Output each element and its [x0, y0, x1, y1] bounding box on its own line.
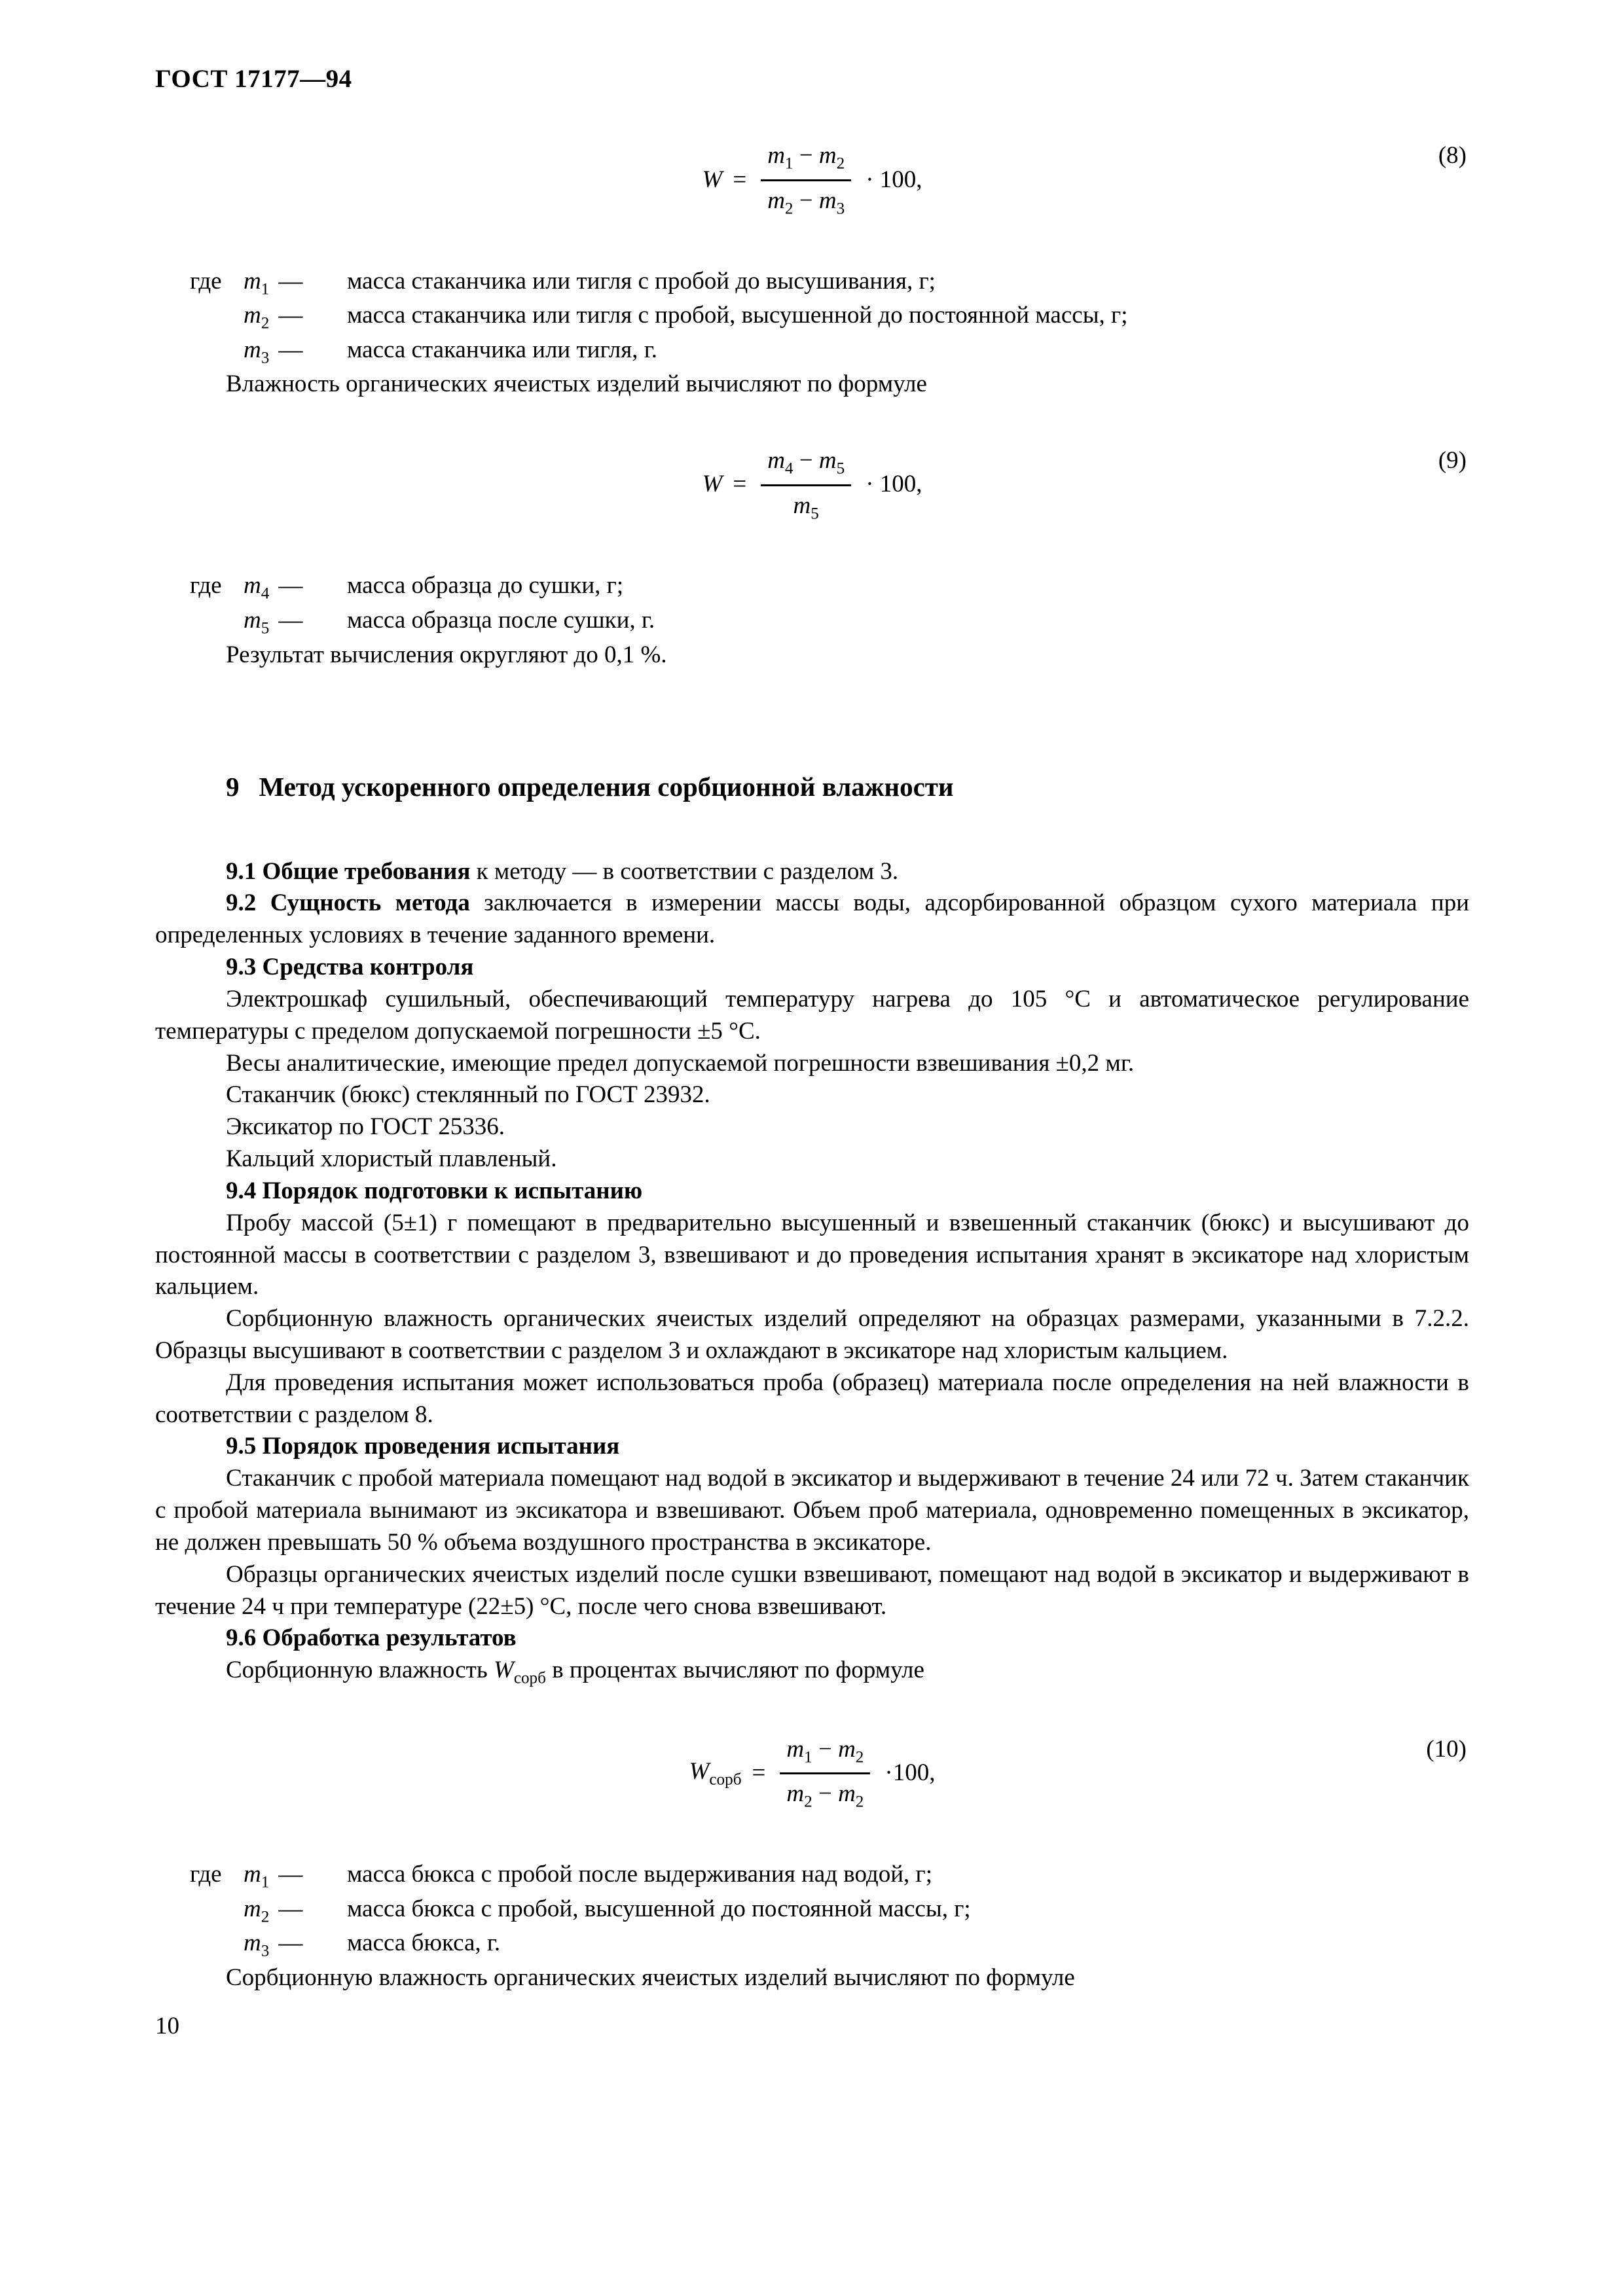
- subsection-heading-9-3: 9.3 Средства контроля: [226, 954, 474, 981]
- page-number: 10: [155, 2013, 179, 2039]
- fraction: $\frac{m_1 - m_2}{m_2 - m_2}$: [780, 1734, 870, 1813]
- definition-term: $m_2$ —: [244, 1895, 303, 1926]
- definition-text: масса бюкса с пробой, высушенной до постоянной массы, г;: [347, 1895, 971, 1922]
- paragraph: Стаканчик (бюкс) стеклянный по ГОСТ 23932.: [226, 1081, 710, 1109]
- equals-sign: =: [752, 1759, 766, 1787]
- definition-row: [155, 605, 1469, 639]
- formula-lhs: W: [689, 1758, 710, 1785]
- definition-term: $m_2$ —: [244, 302, 303, 332]
- subsection-heading-9-6: 9.6 Обработка результатов: [226, 1624, 517, 1652]
- paragraph: Эксикатор по ГОСТ 25336.: [226, 1113, 505, 1141]
- definition-term: $m_5$ —: [244, 607, 303, 637]
- equals-sign: =: [733, 166, 747, 193]
- paragraph: Стаканчик с пробой материала помещают над водой в эксикатор и выдерживают в течение 24 или 72 ч. Затем стаканчик с пробой материала вынимают из эксикатора и взвешивают. Объем проб материала, одновременно помещенных в эксикатор, не должен превышать 50 % объема воздушного пространства в эксикаторе.: [155, 1465, 1469, 1556]
- definition-row: [155, 1859, 1469, 1893]
- paragraph: Образцы органических ячеистых изделий после сушки взвешивают, помещают над водой в эксикатор и выдерживают в течение 24 ч при температуре (22±5) °С, после чего снова взвешивают.: [155, 1560, 1469, 1620]
- paragraph-9-1: 9.1 Общие требования к методу — в соответствии с разделом 3.: [226, 857, 899, 885]
- subsection-heading-9-5: 9.5 Порядок проведения испытания: [226, 1433, 620, 1460]
- paragraph: Пробу массой (5±1) г помещают в предварительно высушенный и взвешенный стаканчик (бюкс) и высушивают до постоянной массы в соответствии с разделом 3, взвешивают и до проведения испытания хранят в эксикаторе над хлористым кальцием.: [155, 1209, 1469, 1300]
- definition-text: масса стаканчика или тигля с пробой, высушенной до постоянной массы, г;: [347, 302, 1128, 329]
- definitions-formula-10: [155, 1859, 1469, 1962]
- definitions-formula-8: [155, 266, 1469, 369]
- paragraph: Кальций хлористый плавленый.: [226, 1145, 557, 1173]
- formula-tail: · 100,: [866, 166, 922, 193]
- formula-8: [155, 140, 1469, 219]
- section-title: Метод ускоренного определения сорбционной влажности: [259, 772, 954, 802]
- definition-row: [155, 570, 1469, 605]
- subsection-heading-9-4: 9.4 Порядок подготовки к испытанию: [226, 1177, 643, 1204]
- definition-text: масса бюкса с пробой после выдерживания над водой, г;: [347, 1861, 932, 1888]
- paragraph: Результат вычисления округляют до 0,1 %.: [226, 641, 667, 668]
- definition-term: где $m_4$ —: [190, 572, 303, 603]
- definition-row: [155, 1928, 1469, 1962]
- definition-term: где $m_1$ —: [190, 267, 303, 298]
- formula-lhs: W: [702, 166, 723, 193]
- paragraph: Сорбционную влажность органических ячеистых изделий определяют на образцах размерами, указанными в 7.2.2. Образцы высушивают в соответствии с разделом 3 и охлаждают в эксикаторе над хлористым кальцием.: [155, 1305, 1469, 1364]
- fraction: $\frac{m_1 - m_2}{m_2 - m_3}$: [761, 140, 851, 219]
- paragraph: Электрошкаф сушильный, обеспечивающий температуру нагрева до 105 °С и автоматическое регулирование температуры с пределом допускаемой погрешности ±5 °С.: [155, 985, 1469, 1045]
- formula-10: [155, 1734, 1469, 1813]
- formula-9-body: [155, 445, 1469, 524]
- section-number: 9: [226, 772, 240, 802]
- paragraph-with-symbol: Сорбционную влажность $W_{сорб}$ в процентах вычисляют по формуле: [226, 1657, 924, 1687]
- formula-8-body: [155, 140, 1469, 219]
- paragraph: Для проведения испытания может использоваться проба (образец) материала после определения на ней влажности в соответствии с разделом 8.: [155, 1369, 1469, 1428]
- w-sorb-symbol: W: [493, 1657, 514, 1684]
- fraction: $\frac{m_4 - m_5}{m_5}$: [761, 445, 851, 524]
- formula-lhs: W: [702, 471, 723, 498]
- paragraph: Весы аналитические, имеющие предел допускаемой погрешности взвешивания ±0,2 мг.: [226, 1049, 1135, 1077]
- definition-term: где $m_1$ —: [190, 1861, 303, 1892]
- section-heading: [155, 769, 1469, 804]
- definition-row: [155, 266, 1469, 300]
- formula-tail: ·100,: [884, 1759, 936, 1787]
- definition-term: $m_3$ —: [244, 1929, 303, 1960]
- definition-term: $m_3$ —: [244, 336, 303, 367]
- formula-tail: · 100,: [866, 471, 922, 498]
- formula-10-body: $W_{сорб}$ = $\frac{m_1 - m_2}{m_2 - m_2}$ ·100,: [155, 1734, 1469, 1813]
- paragraph-9-2: 9.2 Сущность метода заключается в измерении массы воды, адсорбированной образцом сухого материала при определенных условиях в течение заданного времени.: [155, 889, 1470, 949]
- definition-text: масса образца до сушки, г;: [347, 572, 624, 600]
- formula-number: (9): [1438, 447, 1467, 475]
- formula-9: [155, 445, 1469, 524]
- standard-number-header: ГОСТ 17177—94: [155, 65, 352, 93]
- definition-text: масса стаканчика или тигля с пробой до высушивания, г;: [347, 267, 936, 295]
- definition-text: масса бюкса, г.: [347, 1929, 501, 1957]
- definitions-formula-9: [155, 570, 1469, 639]
- paragraph: Влажность органических ячеистых изделий вычисляют по формуле: [226, 370, 927, 398]
- equals-sign: =: [733, 471, 747, 498]
- definition-row: [155, 300, 1469, 334]
- definition-text: масса образца после сушки, г.: [347, 607, 655, 634]
- definition-row: [155, 1893, 1469, 1928]
- definition-row: [155, 334, 1469, 369]
- paragraph: Сорбционную влажность органических ячеистых изделий вычисляют по формуле: [226, 1964, 1075, 1991]
- formula-number: (8): [1438, 142, 1467, 170]
- formula-number: (10): [1426, 1735, 1467, 1763]
- definition-text: масса стаканчика или тигля, г.: [347, 336, 657, 363]
